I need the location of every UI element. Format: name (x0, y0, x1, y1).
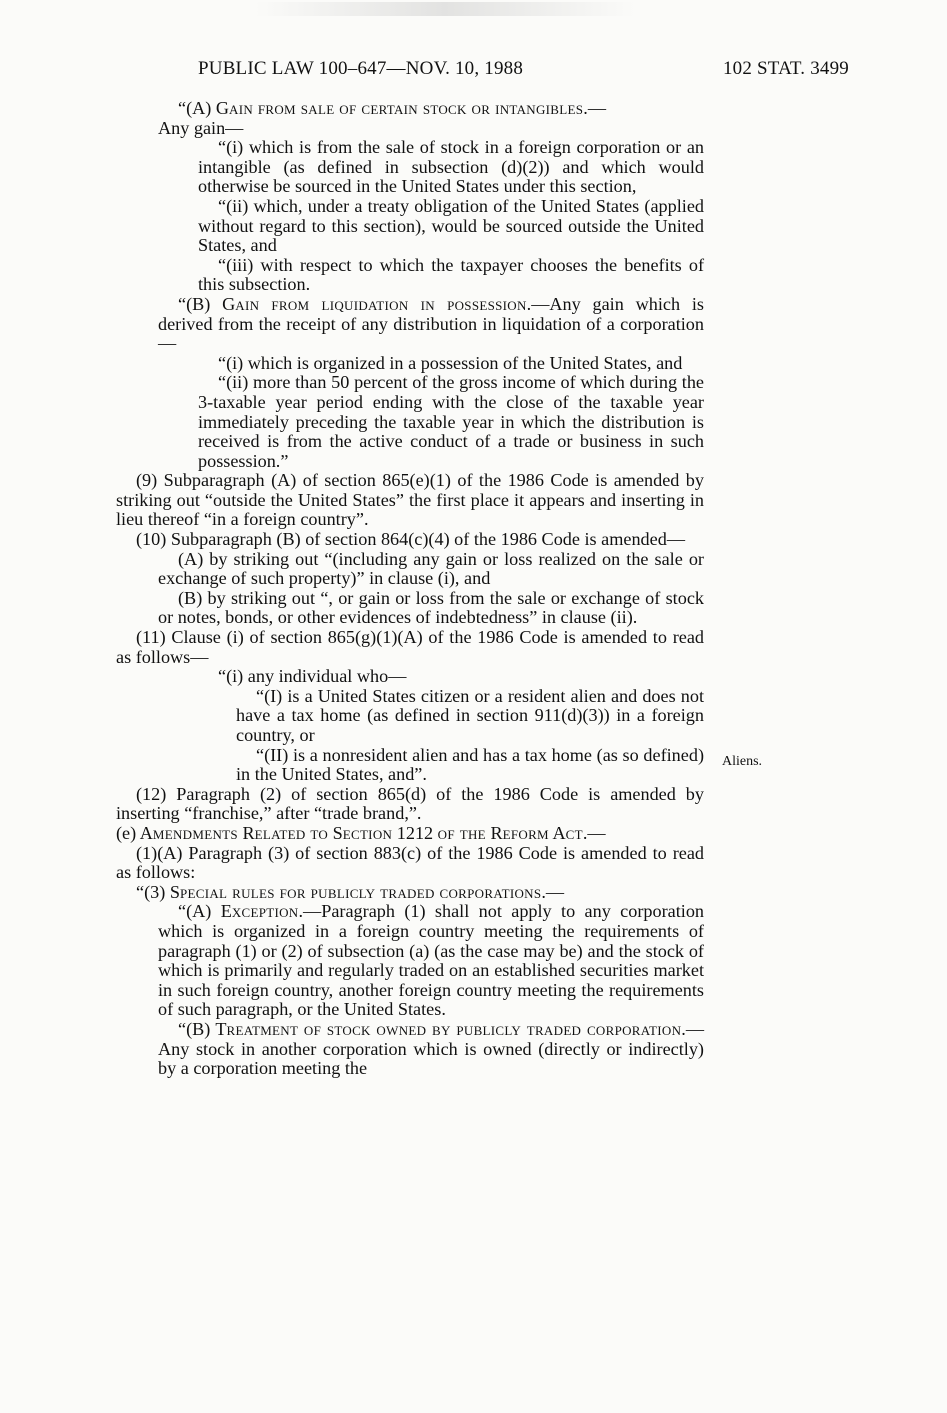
paragraph (116, 746, 704, 785)
paragraph-text: “(iii) with respect to which the taxpayer chooses the benefits of this subsection. (198, 254, 704, 295)
paragraph (116, 197, 704, 256)
paragraph (116, 883, 704, 903)
paragraph-text: “(i) any individual who— (218, 666, 407, 687)
paragraph-text: (10) Subparagraph (B) of section 864(c)(4) of the 1986 Code is amended— (136, 529, 686, 550)
paragraph-text: .—Paragraph (1) shall not apply to any corporation which is organized in a foreign country meeting the requirements of paragraph (1) or (2) of subsection (a) (as the case may be) and the stock of which is primarily and regularly traded on an established securities market in such foreign country, another foreign country meeting the requirements of such paragraph, or the United States. (158, 901, 705, 1020)
paragraph-text: (11) Clause (i) of section 865(g)(1)(A) of the 1986 Code is amended to read as follows— (116, 627, 704, 667)
small-caps-heading: of the (437, 822, 486, 843)
small-caps-heading: ain from sale of certain stock or intangibles (229, 98, 584, 118)
running-header-left: PUBLIC LAW 100–647—NOV. 10, 1988 (198, 58, 524, 79)
paragraph (116, 667, 704, 687)
paragraph (116, 295, 704, 354)
small-caps-heading: eform (502, 822, 549, 843)
paragraph (116, 138, 704, 197)
paragraph-text: .— (582, 822, 606, 843)
paragraph (116, 550, 704, 589)
paragraph (116, 530, 704, 550)
paragraph-text: “(ii) more than 50 percent of the gross income of which during the 3-taxable year period ending with the close of the taxable year immediately preceding the taxable year in which the distribution is received is from the active conduct of a trade or business in such possession.” (198, 372, 704, 471)
paragraph-text: “(A) E (178, 901, 232, 922)
small-caps-heading: xception (231, 901, 299, 922)
paragraph (116, 589, 704, 628)
paragraph-text: (A) by striking out “(including any gain or loss realized on the sale or exchange of such property)” in clause (i), and (158, 548, 704, 589)
paragraph-text: .— (541, 881, 565, 902)
paragraph (116, 687, 704, 746)
paragraph-text: “(ii) which, under a treaty obligation of the United States (applied without regard to this section), would be sourced outside the United States, and (198, 195, 704, 256)
paragraph-text: R (485, 822, 503, 843)
paragraph-text: .— (583, 98, 606, 118)
small-caps-heading: mendments (152, 822, 238, 843)
paragraph-text: (12) Paragraph (2) of section 865(d) of the 1986 Code is amended by inserting “franchise,” after “trade brand,”. (116, 783, 704, 824)
paragraph (116, 373, 704, 471)
paragraph-text: (9) Subparagraph (A) of section 865(e)(1) of the 1986 Code is amended by striking out “outside the United States” the first place it appears and inserting in lieu thereof “in a foreign country”. (116, 470, 704, 530)
paragraph (116, 1020, 704, 1079)
scan-smudge (255, 2, 635, 16)
small-caps-heading: ct (565, 822, 583, 843)
small-caps-heading: elated to (254, 822, 329, 843)
paragraph-text: .—Any gain which is derived from the receipt of any distribution in liquidation of a corporation— (158, 293, 704, 354)
margin-note: Aliens. (722, 754, 763, 769)
paragraph-text: 1212 (392, 822, 438, 843)
paragraph (116, 471, 704, 530)
small-caps-heading: reatment of stock owned by publicly traded corporation (226, 1018, 682, 1039)
paragraph-text: “(I) is a United States citizen or a resident alien and does not have a tax home (as defined in section 911(d)(3)) in a foreign country, or (236, 685, 704, 745)
paragraph-text: A (548, 822, 566, 843)
paragraph (116, 902, 704, 1020)
paragraph-text: R (237, 822, 255, 843)
paragraph (116, 354, 704, 374)
small-caps-heading: ain from liquidation in possession (235, 293, 527, 314)
paragraph (116, 785, 704, 824)
paragraph-text: “(A) G (178, 98, 230, 118)
paragraph-text: “(II) is a nonresident alien and has a tax home (as so defined) in the United States, and”. (236, 744, 704, 785)
paragraph-text: “(3) S (136, 881, 180, 902)
paragraph-text: “(i) which is organized in a possession of the United States, and (218, 352, 683, 373)
paragraph-text: .—Any stock in another corporation which is owned (directly or indirectly) by a corporation meeting the (158, 1018, 704, 1079)
paragraph-text: S (328, 822, 343, 843)
paragraph (116, 119, 704, 139)
paragraph (116, 628, 704, 667)
page-number-header: 102 STAT. 3499 (722, 58, 849, 79)
paragraph-text: (B) by striking out “, or gain or loss from the sale or exchange of stock or notes, bonds, or other evidences of indebtedness” in clause (ii). (158, 587, 704, 628)
paragraph (116, 824, 704, 844)
paragraph-text: “(i) which is from the sale of stock in a foreign corporation or an intangible (as defined in subsection (d)(2)) and which would otherwise be sourced in the United States under this section, (198, 137, 704, 197)
statute-body (116, 99, 704, 1079)
paragraph-text: “(B) T (178, 1018, 227, 1039)
small-caps-heading: pecial rules for publicly traded corporations (179, 881, 542, 902)
paragraph-text: (e) A (116, 822, 153, 843)
paragraph (116, 844, 704, 883)
paragraph-text: Any gain— (158, 117, 244, 138)
paragraph (116, 256, 704, 295)
paragraph-text: (1)(A) Paragraph (3) of section 883(c) of the 1986 Code is amended to read as follows: (116, 842, 704, 883)
paragraph (116, 99, 704, 119)
small-caps-heading: ection (342, 822, 393, 843)
paragraph-text: “(B) G (178, 293, 236, 314)
